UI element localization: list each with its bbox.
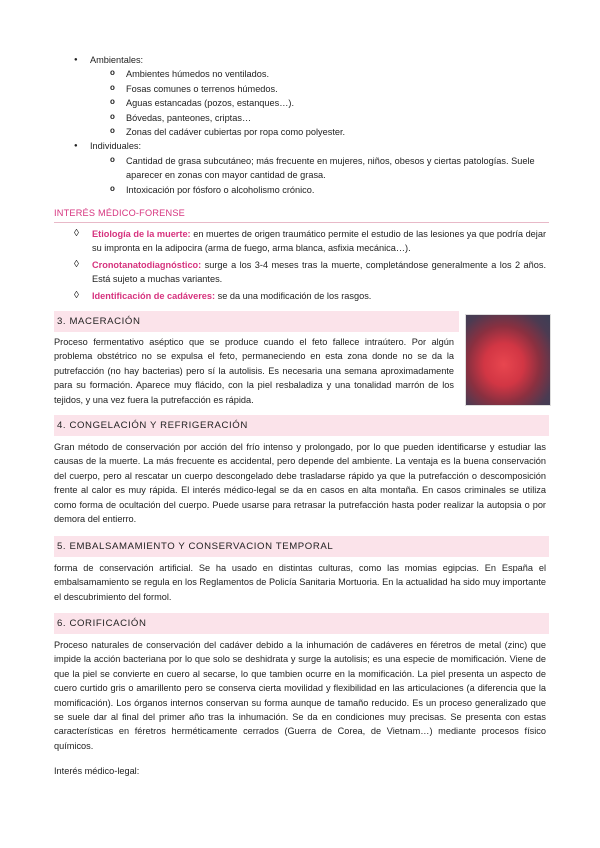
interes-key: Cronotanatodiagnóstico: bbox=[92, 259, 202, 270]
list-item: o Ambientes húmedos no ventilados. bbox=[110, 67, 554, 81]
sublist-individuales bbox=[90, 154, 554, 197]
corificacion-text: Proceso naturales de conservación del cadáver debido a la inhumación de cadáveres en féretros de metal (zinc) que impide la acción bacteriana por lo que solo se deshidrata y surge la autolisis; es una especie de momificación. Viene de que la piel se convierte en cuero al secarse, lo que tambien ocurre en la momificación. La piel presenta un aspecto de cuero curtido gris o amarillento pero se conserva cierta movilidad y flexibilidad en las articulaciones (a diferencia que la momificación). Los órganos internos conservan su forma aunque de tamaño reducido. Es un proceso generalizado que se suele dar al final del primer año tras la inhumación. Se da en condiciones muy precisas. Se presenta con estas características en féretros herméticamente cerrados (Guerra de Corea, de Vietnam…) mediante procesos físico químicos. bbox=[54, 640, 546, 751]
list-label: Ambientales: bbox=[90, 55, 144, 65]
section-heading-maceracion: 3. MACERACIÓN bbox=[54, 311, 459, 332]
embalsamamiento-text: forma de conservación artificial. Se ha usado en distintas culturas, como las momias egipcias. En España el embalsamamiento se regula en los Reglamentos de Policía Sanitaria Mortuoria. En la actualidad ha sido muy importante el descubrimiento del formol. bbox=[54, 563, 546, 602]
interes-item bbox=[74, 227, 546, 256]
list-item-individuales bbox=[74, 139, 554, 197]
list-item: o Intoxicación por fósforo o alcoholismo crónico. bbox=[110, 183, 554, 197]
sublist-ambientales bbox=[90, 67, 554, 139]
interes-medico-legal-label: Interés médico-legal: bbox=[54, 766, 140, 776]
list-item: o Bóvedas, panteones, criptas… bbox=[110, 111, 554, 125]
macerated-fetus-photo bbox=[465, 314, 551, 406]
list-item: o Cantidad de grasa subcutáneo; más frecuente en mujeres, niños, obesos y ciertas patologías. Suele aparecer en zonas con mayor cantidad de grasa. bbox=[110, 154, 554, 183]
section-heading-embalsamamiento: 5. EMBALSAMAMIENTO Y CONSERVACION TEMPORAL bbox=[54, 536, 549, 557]
divider bbox=[54, 222, 549, 223]
interes-text: surge a los 3-4 meses tras la muerte, completándose generalmente a los 2 años. Está sujeto a muchas variantes. bbox=[92, 259, 546, 285]
conditions-list bbox=[74, 53, 554, 197]
congelacion-text: Gran método de conservación por acción del frío intenso y prolongado, por lo que pueden identificarse y estudiar las causas de la muerte. La más frecuente es accidental, pero depende del ambiente. La ventaja es la buena conservación del cuerpo, pero al rescatar un cuerpo descongelado debe trasladarse rápido ya que la putrefacción o descomposición frente al calor es muy rápida. El interés médico-legal se da en casos en alta montaña. En casos criminales se utiliza como forma de ocultación del cuerpo. Puede usarse para retrasar la putrefacción hasta poder realizar la autopsia o por demora del entierro. bbox=[54, 442, 546, 525]
interes-title: INTERÉS MÉDICO-FORENSE bbox=[54, 208, 185, 218]
list-item: o Fosas comunes o terrenos húmedos. bbox=[110, 82, 554, 96]
interes-item bbox=[74, 258, 546, 287]
interes-text: en muertes de origen traumático permite el estudio de las lesiones ya que podría dejar su impronta en la adipocira (arma de fuego, arma blanca, asfixia mecánica…). bbox=[92, 229, 546, 254]
section-heading-congelacion: 4. CONGELACIÓN Y REFRIGERACIÓN bbox=[54, 415, 549, 436]
maceracion-text: Proceso fermentativo aséptico que se produce cuando el feto fallece intraútero. Por algún problema obstétrico no se expulsa el feto, permaneciendo en esta zona donde no se da la putrefacción (no hay bacterias) pero sí la autolisis. Es necesaria una semana aproximadamente para su formación. Aparece muy flácido, con la piel resbaladiza y una tonalidad marrón de los tejidos, y una vez fuera la putrefacción es rápida. bbox=[54, 337, 454, 405]
interes-key: Etiología de la muerte: bbox=[92, 229, 191, 239]
interes-item bbox=[74, 289, 546, 303]
interes-text: se da una modificación de los rasgos. bbox=[215, 290, 372, 301]
list-item: o Zonas del cadáver cubiertas por ropa como polyester. bbox=[110, 125, 554, 139]
section-heading-corificacion: 6. CORIFICACIÓN bbox=[54, 613, 549, 634]
list-item: o Aguas estancadas (pozos, estanques…). bbox=[110, 96, 554, 110]
list-item-ambientales bbox=[74, 53, 554, 139]
interes-key: Identificación de cadáveres: bbox=[92, 290, 216, 301]
list-label: Individuales: bbox=[90, 141, 142, 152]
interes-list bbox=[74, 227, 546, 305]
